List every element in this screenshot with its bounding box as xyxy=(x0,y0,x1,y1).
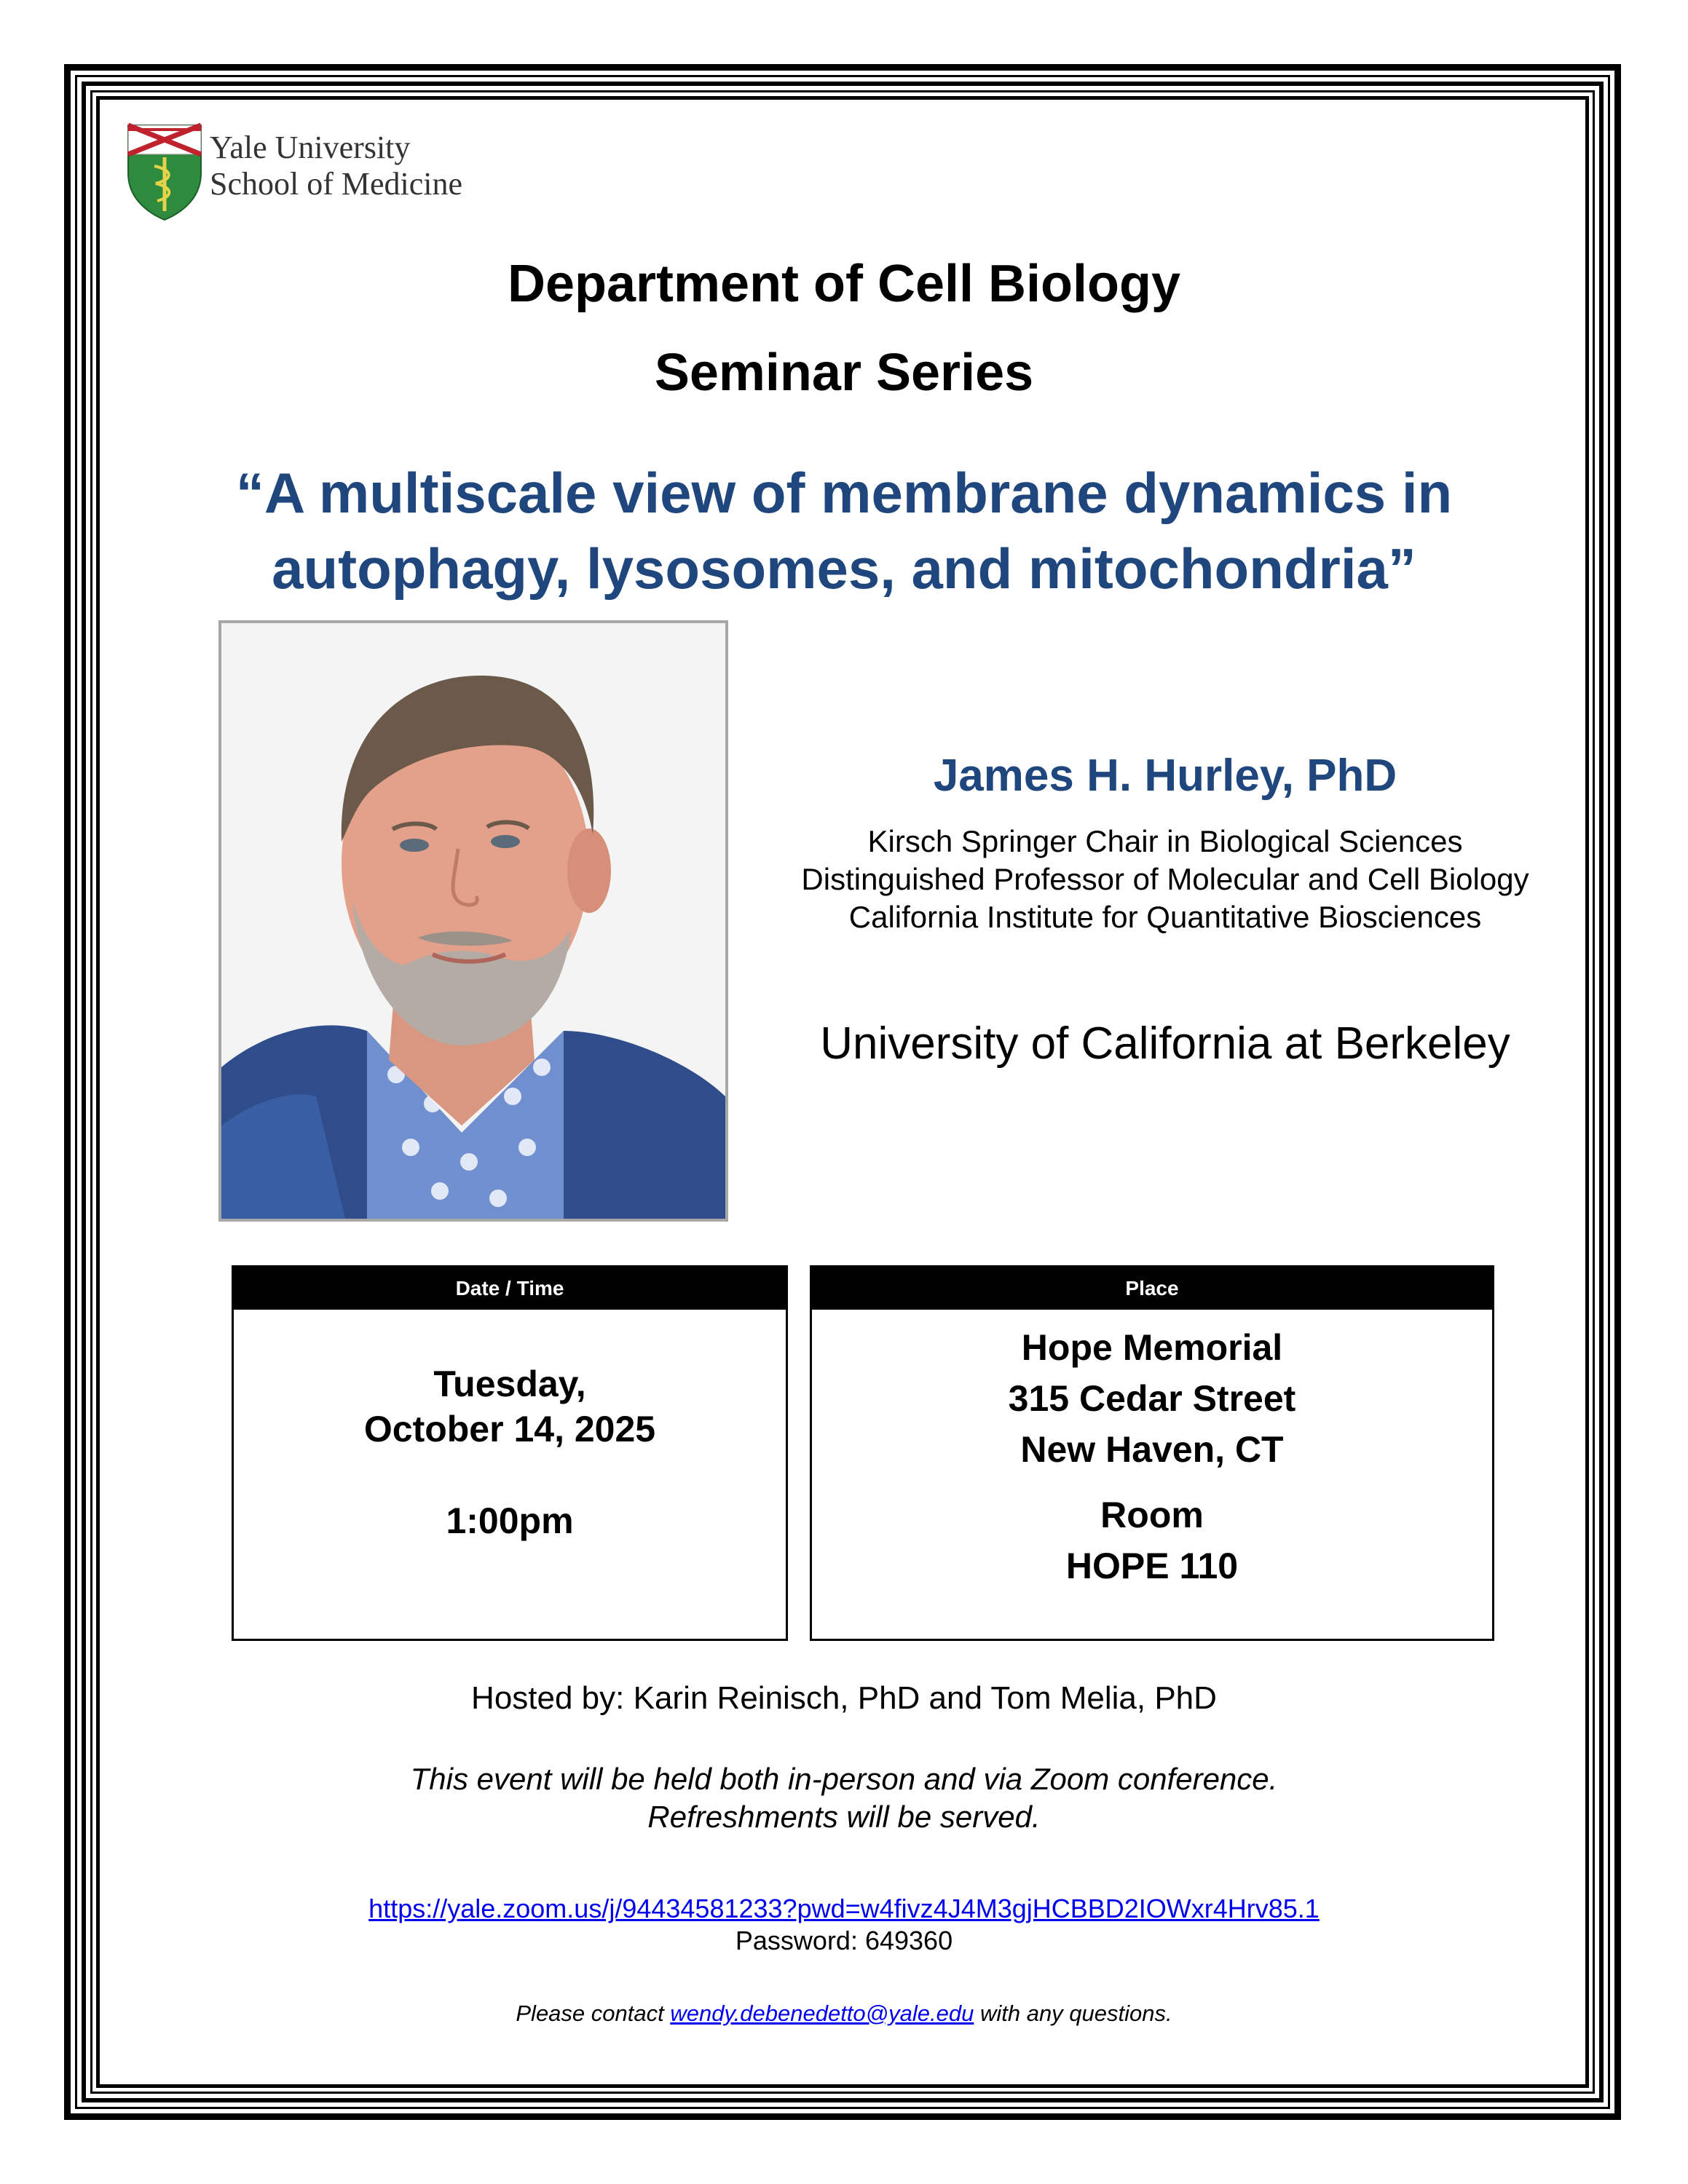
room-number: HOPE 110 xyxy=(1065,1546,1239,1586)
place-street: 315 Cedar Street xyxy=(1008,1378,1296,1419)
place-heading: Place xyxy=(812,1267,1492,1310)
talk-title-line-2: autophagy, lysosomes, and mitochondria” xyxy=(272,537,1416,601)
talk-title-line-1: “A multiscale view of membrane dynamics in xyxy=(235,461,1453,525)
speaker-photo xyxy=(218,620,728,1222)
department-title: Department of Cell Biology xyxy=(507,255,1181,313)
room-label: Room xyxy=(1100,1495,1204,1535)
zoom-link[interactable]: https://yale.zoom.us/j/94434581233?pwd=w4fivz4J4M3gjHCBBD2IOWxr4Hrv85.1 xyxy=(368,1894,1320,1923)
event-date: October 14, 2025 xyxy=(363,1409,656,1449)
contact-line xyxy=(102,1999,1586,2028)
contact-suffix: with any questions. xyxy=(974,2001,1172,2026)
event-note-1: This event will be held both in-person and via Zoom conference. xyxy=(410,1762,1278,1796)
contact-email-link[interactable]: wendy.debenedetto@yale.edu xyxy=(670,2001,974,2026)
contact-prefix: Please contact xyxy=(516,2001,671,2026)
series-title: Seminar Series xyxy=(654,344,1034,402)
place-city: New Haven, CT xyxy=(1020,1429,1284,1470)
speaker-title-1: Kirsch Springer Chair in Biological Sciences xyxy=(867,824,1463,858)
event-time: 1:00pm xyxy=(446,1500,574,1541)
logo-line-2: School of Medicine xyxy=(210,166,463,202)
speaker-institution: University of California at Berkeley xyxy=(820,1018,1510,1069)
yale-shield-icon xyxy=(125,122,204,221)
event-day: Tuesday, xyxy=(433,1364,586,1404)
speaker-title-2: Distinguished Professor of Molecular and Cell Biology xyxy=(801,862,1529,896)
event-note-2: Refreshments will be served. xyxy=(647,1800,1041,1834)
place-box xyxy=(810,1265,1494,1641)
speaker-title-3: California Institute for Quantitative Biosciences xyxy=(848,900,1482,934)
place-building: Hope Memorial xyxy=(1021,1327,1283,1368)
datetime-box xyxy=(232,1265,788,1641)
logo-line-1: Yale University xyxy=(210,130,411,165)
datetime-heading: Date / Time xyxy=(234,1267,786,1310)
talk-title xyxy=(102,455,1586,606)
speaker-name: James H. Hurley, PhD xyxy=(933,751,1397,801)
yale-logo xyxy=(125,122,504,224)
hosted-by: Hosted by: Karin Reinisch, PhD and Tom Melia, PhD xyxy=(471,1680,1217,1716)
zoom-password: Password: 649360 xyxy=(735,1926,953,1955)
